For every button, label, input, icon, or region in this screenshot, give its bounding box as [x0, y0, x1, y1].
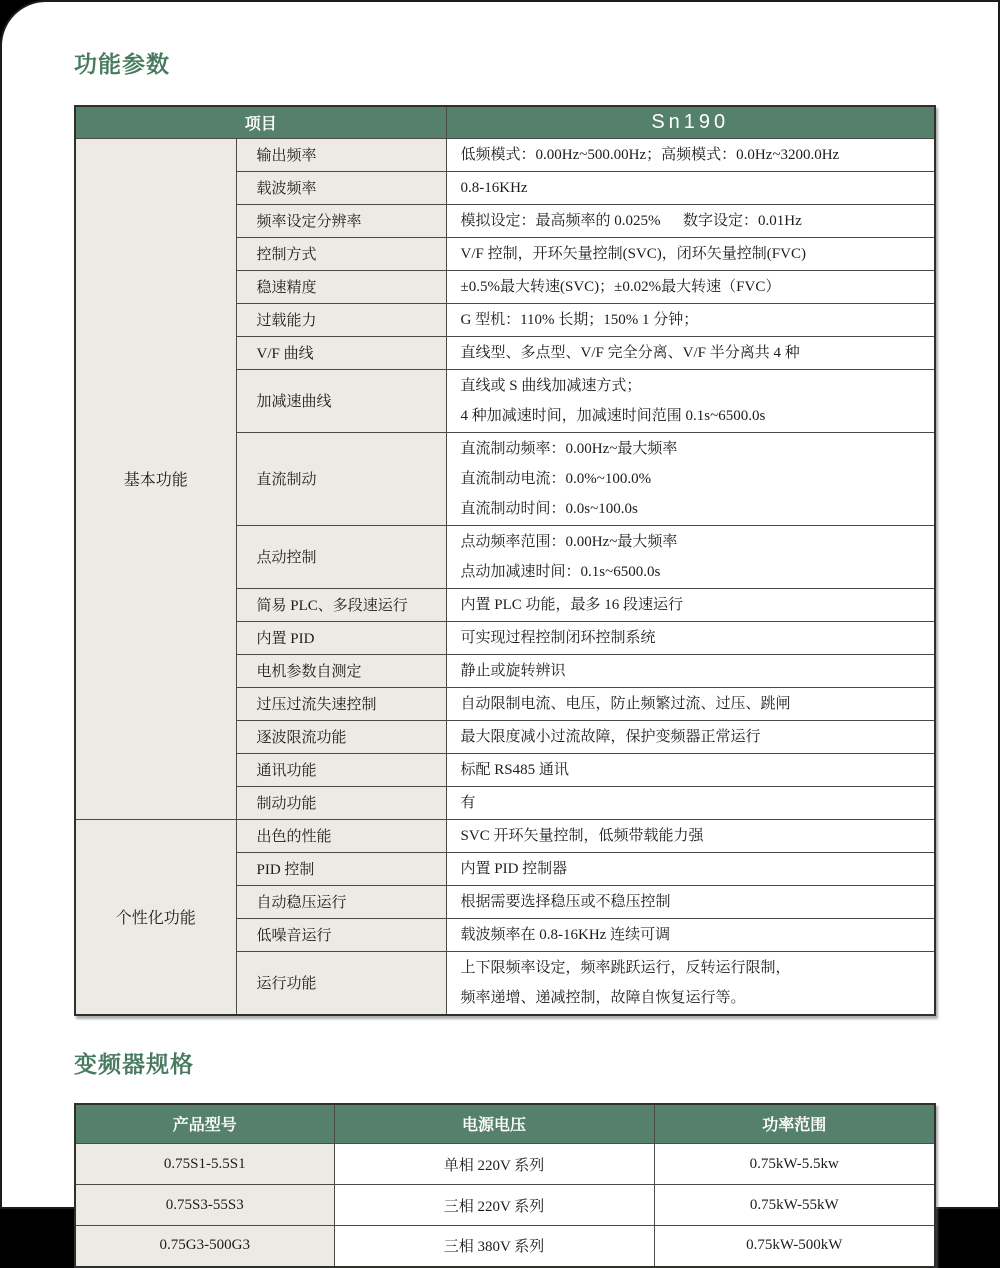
power-range-cell: 0.75kW-5.5kw: [654, 1144, 935, 1185]
value-line: 可实现过程控制闭环控制系统: [460, 629, 656, 646]
model-column-header: Sn190: [446, 106, 935, 138]
item-label-cell: PID 控制: [236, 852, 446, 885]
item-label-cell: 控制方式: [236, 237, 446, 270]
item-value-cell: [446, 885, 935, 918]
item-label-cell: 运行功能: [236, 951, 446, 1015]
value-line: 点动频率范围：0.00Hz~最大频率: [460, 533, 678, 550]
value-line: 0.8-16KHz: [460, 179, 528, 196]
item-value-cell: [446, 270, 935, 303]
value-line: 4 种加减速时间，加减速时间范围 0.1s~6500.0s: [460, 407, 766, 424]
item-label-cell: 输出频率: [236, 138, 446, 171]
spec-table-row: [75, 1185, 935, 1226]
item-value-cell: [446, 918, 935, 951]
value-line: 模拟设定：最高频率的 0.025% 数字设定：0.01Hz: [460, 212, 802, 229]
category-cell: 个性化功能: [75, 819, 236, 1015]
item-value-cell: [446, 369, 935, 432]
function-table-row: [75, 138, 935, 171]
inverter-spec-title: 变频器规格: [74, 1050, 194, 1077]
value-line: 直流制动时间：0.0s~100.0s: [460, 500, 638, 517]
power-range-cell: 0.75kW-500kW: [654, 1226, 935, 1267]
page-content: [2, 2, 998, 1268]
item-value-cell: [446, 819, 935, 852]
supply-voltage-cell: 三相 220V 系列: [334, 1185, 654, 1226]
function-table-row: [75, 819, 935, 852]
item-value-cell: [446, 753, 935, 786]
item-value-cell: [446, 432, 935, 525]
spec-table-header-row: [75, 1104, 935, 1144]
item-label-cell: 频率设定分辨率: [236, 204, 446, 237]
value-line: 静止或旋转辨识: [460, 662, 566, 679]
value-line: 自动限制电流、电压，防止频繁过流、过压、跳闸: [460, 695, 791, 712]
supply-voltage-cell: 单相 220V 系列: [334, 1144, 654, 1185]
item-label-cell: 加减速曲线: [236, 369, 446, 432]
item-label-cell: 直流制动: [236, 432, 446, 525]
item-label-cell: V/F 曲线: [236, 336, 446, 369]
item-label-cell: 自动稳压运行: [236, 885, 446, 918]
item-label-cell: 电机参数自测定: [236, 654, 446, 687]
value-line: ±0.5%最大转速(SVC)；±0.02%最大转速（FVC）: [460, 278, 781, 295]
value-line: G 型机：110% 长期；150% 1 分钟；: [460, 311, 699, 328]
spec-table-row: [75, 1144, 935, 1185]
category-cell: 基本功能: [75, 138, 236, 819]
value-line: 内置 PID 控制器: [460, 860, 568, 877]
supply-voltage-cell: 三相 380V 系列: [334, 1226, 654, 1267]
product-model-cell: 0.75G3-500G3: [75, 1226, 334, 1267]
item-label-cell: 稳速精度: [236, 270, 446, 303]
value-line: 内置 PLC 功能，最多 16 段速运行: [460, 596, 684, 613]
value-line: 直流制动频率：0.00Hz~最大频率: [460, 440, 678, 457]
value-line: 直流制动电流：0.0%~100.0%: [460, 470, 652, 487]
inverter-spec-table: [74, 1103, 936, 1268]
value-line: 低频模式：0.00Hz~500.00Hz；高频模式：0.0Hz~3200.0Hz: [460, 146, 840, 163]
value-line: SVC 开环矢量控制，低频带载能力强: [460, 827, 704, 844]
item-value-cell: [446, 138, 935, 171]
value-line: 最大限度减小过流故障，保护变频器正常运行: [460, 728, 761, 745]
item-value-cell: [446, 588, 935, 621]
item-value-cell: [446, 852, 935, 885]
item-label-cell: 内置 PID: [236, 621, 446, 654]
item-value-cell: [446, 621, 935, 654]
value-line: V/F 控制，开环矢量控制(SVC)，闭环矢量控制(FVC): [460, 245, 806, 262]
item-value-cell: [446, 204, 935, 237]
product-model-header: 产品型号: [75, 1104, 334, 1144]
item-label-cell: 载波频率: [236, 171, 446, 204]
item-value-cell: [446, 525, 935, 588]
item-label-cell: 制动功能: [236, 786, 446, 819]
item-value-cell: [446, 237, 935, 270]
item-label-cell: 逐波限流功能: [236, 720, 446, 753]
power-range-cell: 0.75kW-55kW: [654, 1185, 935, 1226]
item-label-cell: 简易 PLC、多段速运行: [236, 588, 446, 621]
item-column-header: 项目: [75, 106, 446, 138]
value-line: 载波频率在 0.8-16KHz 连续可调: [460, 926, 671, 943]
value-line: 直线或 S 曲线加减速方式；: [460, 377, 642, 394]
value-line: 频率递增、递减控制，故障自恢复运行等。: [460, 989, 746, 1006]
spec-table-row: [75, 1226, 935, 1267]
item-value-cell: [446, 786, 935, 819]
value-line: 上下限频率设定，频率跳跃运行，反转运行限制，: [460, 959, 791, 976]
item-value-cell: [446, 303, 935, 336]
item-label-cell: 出色的性能: [236, 819, 446, 852]
function-params-title: 功能参数: [74, 51, 170, 77]
function-table-header-row: [75, 106, 935, 138]
item-value-cell: [446, 951, 935, 1015]
item-value-cell: [446, 336, 935, 369]
item-label-cell: 过载能力: [236, 303, 446, 336]
value-line: 根据需要选择稳压或不稳压控制: [460, 893, 671, 910]
item-label-cell: 低噪音运行: [236, 918, 446, 951]
item-value-cell: [446, 654, 935, 687]
item-value-cell: [446, 171, 935, 204]
item-label-cell: 通讯功能: [236, 753, 446, 786]
product-model-cell: 0.75S1-5.5S1: [75, 1144, 334, 1185]
function-parameters-table: [74, 105, 936, 1016]
power-range-header: 功率范围: [654, 1104, 935, 1144]
item-value-cell: [446, 720, 935, 753]
spec-table-body: [75, 1144, 935, 1267]
product-model-cell: 0.75S3-55S3: [75, 1185, 334, 1226]
value-line: 直线型、多点型、V/F 完全分离、V/F 半分离共 4 种: [460, 344, 800, 361]
value-line: 标配 RS485 通讯: [460, 761, 569, 778]
item-value-cell: [446, 687, 935, 720]
supply-voltage-header: 电源电压: [334, 1104, 654, 1144]
function-table-body: [75, 138, 935, 1015]
value-line: 有: [460, 794, 476, 811]
item-label-cell: 点动控制: [236, 525, 446, 588]
item-label-cell: 过压过流失速控制: [236, 687, 446, 720]
value-line: 点动加减速时间：0.1s~6500.0s: [460, 563, 661, 580]
